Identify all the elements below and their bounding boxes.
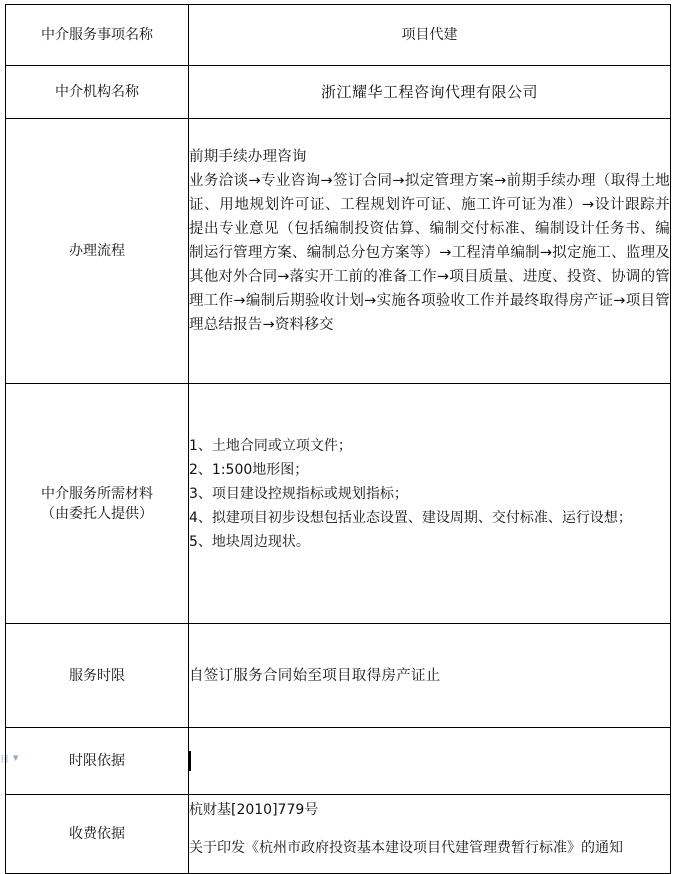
materials-item: 3、项目建设控规指标或规划指标； <box>189 486 408 502</box>
item-name-label: 中介服务事项名称 <box>6 5 189 66</box>
fee-basis-document-title: 关于印发《杭州市政府投资基本建设项目代建管理费暂行标准》的通知 <box>189 840 623 856</box>
time-basis-label: 时限依据 <box>6 728 189 795</box>
service-info-table <box>5 4 671 874</box>
row-agency-name <box>6 66 671 119</box>
row-process <box>6 119 671 384</box>
text-cursor <box>189 751 191 771</box>
process-text: 业务洽谈→专业咨询→签订合同→拟定管理方案→前期手续办理（取得土地证、用地规划许可证、工程规划许可证、施工许可证为准）→设计跟踪并提出专业意见（包括编制投资估算、编制交付标准、编制设计任务书、编制运行管理方案、编制总分包方案等）→工程清单编制→拟定施工、监理及其他对外合同→落实开工前的准备工作→项目质量、进度、投资、协调的管理工作→编制后期验收计划→实施各项验收工作并最终取得房产证→项目管理总结报告→资料移交 <box>189 173 670 333</box>
materials-label <box>6 384 189 624</box>
process-cell[interactable] <box>189 119 671 384</box>
materials-list[interactable] <box>189 384 671 624</box>
fee-basis-document-number: 杭财基[2010]779号 <box>189 802 319 818</box>
materials-item: 4、拟建项目初步设想包括业态设置、建设周期、交付标准、运行设想； <box>189 510 632 526</box>
time-limit-value[interactable]: 自签订服务合同始至项目取得房产证止 <box>189 624 671 728</box>
row-materials <box>6 384 671 624</box>
agency-name-label: 中介机构名称 <box>6 66 189 119</box>
row-time-limit <box>6 624 671 728</box>
margin-marker: 目 <box>0 755 10 765</box>
process-title: 前期手续办理咨询 <box>189 149 307 165</box>
materials-item: 5、地块周边现状。 <box>189 534 310 550</box>
materials-item: 1、土地合同或立项文件； <box>189 438 352 454</box>
fee-basis-label: 收费依据 <box>6 795 189 874</box>
row-item-name <box>6 5 671 66</box>
item-name-value[interactable]: 项目代建 <box>189 5 671 66</box>
time-basis-cell[interactable] <box>189 728 671 795</box>
fee-basis-gap <box>189 822 670 836</box>
fee-basis-cell[interactable] <box>189 795 671 874</box>
row-fee-basis <box>6 795 671 874</box>
row-time-basis <box>6 728 671 795</box>
margin-dropdown-arrow-icon[interactable]: ▼ <box>13 754 19 762</box>
materials-label-line2: （由委托人提供） <box>41 505 153 522</box>
materials-item: 2、1:500地形图； <box>189 462 309 478</box>
process-label: 办理流程 <box>6 119 189 384</box>
materials-label-line1: 中介服务所需材料 <box>41 485 153 502</box>
time-limit-label: 服务时限 <box>6 624 189 728</box>
agency-name-value[interactable]: 浙江耀华工程咨询代理有限公司 <box>189 66 671 119</box>
